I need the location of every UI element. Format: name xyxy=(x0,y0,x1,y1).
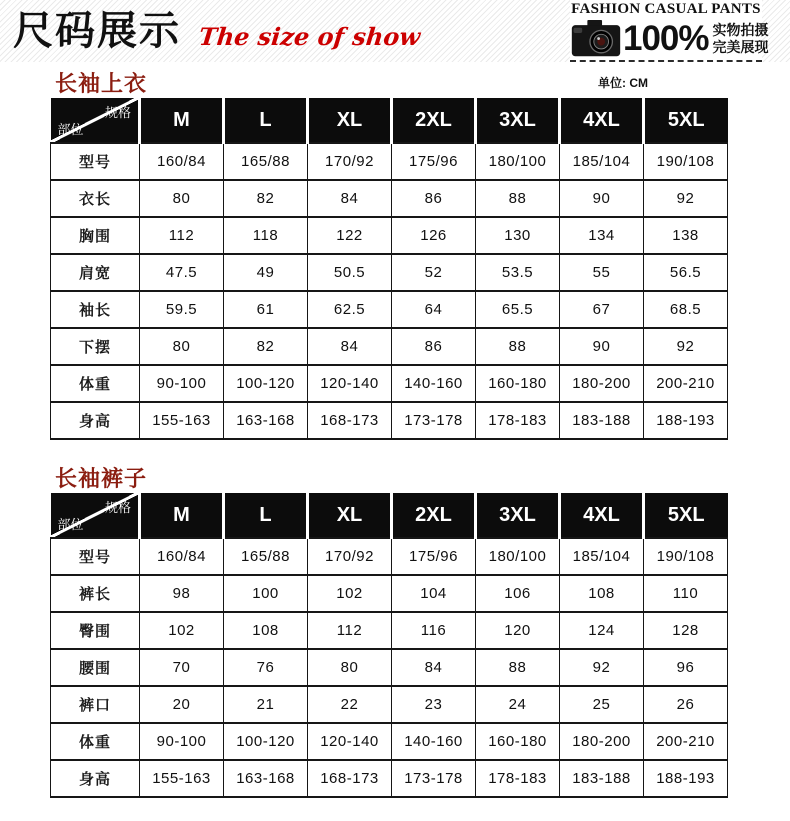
size-value-cell: 200-210 xyxy=(644,723,728,760)
size-value-cell: 59.5 xyxy=(140,291,224,328)
size-value-cell: 56.5 xyxy=(644,254,728,291)
size-table-row xyxy=(51,180,728,217)
size-value-cell: 47.5 xyxy=(140,254,224,291)
size-value-cell: 126 xyxy=(392,217,476,254)
size-value-cell: 67 xyxy=(560,291,644,328)
size-value-cell: 88 xyxy=(476,649,560,686)
size-value-cell: 88 xyxy=(476,328,560,365)
size-value-cell: 92 xyxy=(644,328,728,365)
page-subtitle: The size of show xyxy=(197,22,423,51)
size-value-cell: 134 xyxy=(560,217,644,254)
size-table-row xyxy=(51,760,728,797)
corner-label-part: 部位 xyxy=(57,517,84,532)
size-column-header: 5XL xyxy=(644,98,728,143)
size-value-cell: 65.5 xyxy=(476,291,560,328)
corner-label-spec: 规格 xyxy=(104,105,131,120)
size-column-header: L xyxy=(224,493,308,538)
row-label: 身高 xyxy=(51,760,140,797)
size-value-cell: 178-183 xyxy=(476,760,560,797)
size-value-cell: 82 xyxy=(224,328,308,365)
size-value-cell: 49 xyxy=(224,254,308,291)
badge-tagline-1: 实物拍摄 xyxy=(712,21,769,38)
size-value-cell: 175/96 xyxy=(392,538,476,575)
row-label: 裤口 xyxy=(51,686,140,723)
badge-tagline-2: 完美展现 xyxy=(712,38,769,55)
unit-label: 单位: CM xyxy=(598,76,648,90)
size-value-cell: 170/92 xyxy=(308,143,392,180)
size-column-header: 3XL xyxy=(476,98,560,143)
size-value-cell: 112 xyxy=(140,217,224,254)
size-value-cell: 120 xyxy=(476,612,560,649)
size-value-cell: 98 xyxy=(140,575,224,612)
size-value-cell: 160/84 xyxy=(140,143,224,180)
size-value-cell: 92 xyxy=(644,180,728,217)
size-table-row xyxy=(51,649,728,686)
size-table-pants xyxy=(50,493,728,798)
size-value-cell: 108 xyxy=(224,612,308,649)
size-value-cell: 100 xyxy=(224,575,308,612)
size-table-row xyxy=(51,143,728,180)
size-value-cell: 173-178 xyxy=(392,760,476,797)
size-value-cell: 155-163 xyxy=(140,402,224,439)
row-label: 下摆 xyxy=(51,328,140,365)
size-value-cell: 130 xyxy=(476,217,560,254)
size-value-cell: 70 xyxy=(140,649,224,686)
size-value-cell: 180/100 xyxy=(476,538,560,575)
size-value-cell: 163-168 xyxy=(224,402,308,439)
size-value-cell: 80 xyxy=(308,649,392,686)
size-value-cell: 183-188 xyxy=(560,760,644,797)
size-value-cell: 120-140 xyxy=(308,723,392,760)
size-value-cell: 175/96 xyxy=(392,143,476,180)
corner-cell xyxy=(51,493,140,538)
size-value-cell: 84 xyxy=(308,328,392,365)
size-value-cell: 100-120 xyxy=(224,365,308,402)
size-value-cell: 160-180 xyxy=(476,723,560,760)
size-column-header: 2XL xyxy=(392,493,476,538)
size-value-cell: 23 xyxy=(392,686,476,723)
size-value-cell: 160/84 xyxy=(140,538,224,575)
row-label: 体重 xyxy=(51,723,140,760)
size-column-header: 5XL xyxy=(644,493,728,538)
corner-label-part: 部位 xyxy=(57,122,84,137)
size-value-cell: 64 xyxy=(392,291,476,328)
size-table-header-row xyxy=(51,98,728,143)
size-value-cell: 116 xyxy=(392,612,476,649)
size-column-header: XL xyxy=(308,493,392,538)
corner-cell xyxy=(51,98,140,143)
row-label: 腰围 xyxy=(51,649,140,686)
size-table-row xyxy=(51,723,728,760)
size-table-row xyxy=(51,291,728,328)
size-value-cell: 84 xyxy=(308,180,392,217)
size-value-cell: 140-160 xyxy=(392,723,476,760)
row-label: 衣长 xyxy=(51,180,140,217)
size-value-cell: 53.5 xyxy=(476,254,560,291)
size-value-cell: 26 xyxy=(644,686,728,723)
section-title-top: 长袖上衣 xyxy=(55,71,148,96)
size-value-cell: 61 xyxy=(224,291,308,328)
row-label: 袖长 xyxy=(51,291,140,328)
section-title-pants: 长袖裤子 xyxy=(55,466,148,491)
size-table-row xyxy=(51,538,728,575)
size-value-cell: 92 xyxy=(560,649,644,686)
size-table-row xyxy=(51,254,728,291)
row-label: 型号 xyxy=(51,143,140,180)
size-table-row xyxy=(51,402,728,439)
section-head xyxy=(50,67,727,96)
row-label: 臀围 xyxy=(51,612,140,649)
section-head xyxy=(50,462,727,491)
size-value-cell: 168-173 xyxy=(308,760,392,797)
size-value-cell: 55 xyxy=(560,254,644,291)
size-column-header: M xyxy=(140,493,224,538)
size-value-cell: 188-193 xyxy=(644,760,728,797)
size-value-cell: 128 xyxy=(644,612,728,649)
row-label: 胸围 xyxy=(51,217,140,254)
size-value-cell: 90 xyxy=(560,180,644,217)
size-value-cell: 52 xyxy=(392,254,476,291)
section-pants-sizes xyxy=(50,462,727,798)
size-value-cell: 90-100 xyxy=(140,365,224,402)
size-value-cell: 190/108 xyxy=(644,538,728,575)
size-column-header: XL xyxy=(308,98,392,143)
size-value-cell: 120-140 xyxy=(308,365,392,402)
size-value-cell: 90 xyxy=(560,328,644,365)
photo-badge xyxy=(570,0,769,62)
row-label: 型号 xyxy=(51,538,140,575)
size-table-row xyxy=(51,575,728,612)
size-value-cell: 80 xyxy=(140,180,224,217)
page-title: 尺码展示 xyxy=(13,9,181,53)
size-table-top xyxy=(50,98,728,440)
size-table-row xyxy=(51,612,728,649)
size-value-cell: 140-160 xyxy=(392,365,476,402)
camera-icon xyxy=(570,20,622,58)
size-value-cell: 155-163 xyxy=(140,760,224,797)
size-value-cell: 76 xyxy=(224,649,308,686)
size-value-cell: 88 xyxy=(476,180,560,217)
page-title-group xyxy=(13,8,421,54)
size-table-row xyxy=(51,365,728,402)
size-value-cell: 163-168 xyxy=(224,760,308,797)
row-label: 裤长 xyxy=(51,575,140,612)
size-table-row xyxy=(51,217,728,254)
size-value-cell: 165/88 xyxy=(224,143,308,180)
size-value-cell: 160-180 xyxy=(476,365,560,402)
corner-label-spec: 规格 xyxy=(104,500,131,515)
badge-row xyxy=(570,18,769,59)
size-value-cell: 86 xyxy=(392,180,476,217)
size-value-cell: 22 xyxy=(308,686,392,723)
size-value-cell: 102 xyxy=(140,612,224,649)
size-value-cell: 183-188 xyxy=(560,402,644,439)
section-top-sizes xyxy=(50,67,727,440)
size-value-cell: 118 xyxy=(224,217,308,254)
size-value-cell: 96 xyxy=(644,649,728,686)
size-value-cell: 138 xyxy=(644,217,728,254)
row-label: 体重 xyxy=(51,365,140,402)
size-value-cell: 190/108 xyxy=(644,143,728,180)
size-value-cell: 24 xyxy=(476,686,560,723)
size-column-header: 4XL xyxy=(560,493,644,538)
size-value-cell: 50.5 xyxy=(308,254,392,291)
size-value-cell: 180-200 xyxy=(560,365,644,402)
size-value-cell: 178-183 xyxy=(476,402,560,439)
size-value-cell: 185/104 xyxy=(560,143,644,180)
size-value-cell: 124 xyxy=(560,612,644,649)
size-value-cell: 84 xyxy=(392,649,476,686)
size-value-cell: 122 xyxy=(308,217,392,254)
size-value-cell: 104 xyxy=(392,575,476,612)
size-value-cell: 165/88 xyxy=(224,538,308,575)
row-label: 身高 xyxy=(51,402,140,439)
size-value-cell: 62.5 xyxy=(308,291,392,328)
size-value-cell: 188-193 xyxy=(644,402,728,439)
size-value-cell: 180-200 xyxy=(560,723,644,760)
size-value-cell: 110 xyxy=(644,575,728,612)
size-value-cell: 112 xyxy=(308,612,392,649)
badge-heading: FASHION CASUAL PANTS xyxy=(571,1,761,17)
size-value-cell: 106 xyxy=(476,575,560,612)
size-value-cell: 25 xyxy=(560,686,644,723)
size-value-cell: 82 xyxy=(224,180,308,217)
size-value-cell: 80 xyxy=(140,328,224,365)
size-value-cell: 180/100 xyxy=(476,143,560,180)
badge-taglines xyxy=(713,22,769,56)
size-value-cell: 100-120 xyxy=(224,723,308,760)
row-label: 肩宽 xyxy=(51,254,140,291)
size-column-header: 4XL xyxy=(560,98,644,143)
size-table-header-row xyxy=(51,493,728,538)
size-value-cell: 86 xyxy=(392,328,476,365)
size-value-cell: 108 xyxy=(560,575,644,612)
size-value-cell: 102 xyxy=(308,575,392,612)
size-value-cell: 68.5 xyxy=(644,291,728,328)
size-value-cell: 185/104 xyxy=(560,538,644,575)
size-value-cell: 20 xyxy=(140,686,224,723)
size-table-row xyxy=(51,686,728,723)
size-value-cell: 200-210 xyxy=(644,365,728,402)
badge-percent: 100% xyxy=(623,18,709,58)
size-value-cell: 173-178 xyxy=(392,402,476,439)
size-column-header: 2XL xyxy=(392,98,476,143)
size-value-cell: 90-100 xyxy=(140,723,224,760)
size-column-header: 3XL xyxy=(476,493,560,538)
size-column-header: M xyxy=(140,98,224,143)
size-value-cell: 168-173 xyxy=(308,402,392,439)
size-value-cell: 170/92 xyxy=(308,538,392,575)
size-table-row xyxy=(51,328,728,365)
size-column-header: L xyxy=(224,98,308,143)
size-value-cell: 21 xyxy=(224,686,308,723)
top-banner xyxy=(0,0,790,62)
